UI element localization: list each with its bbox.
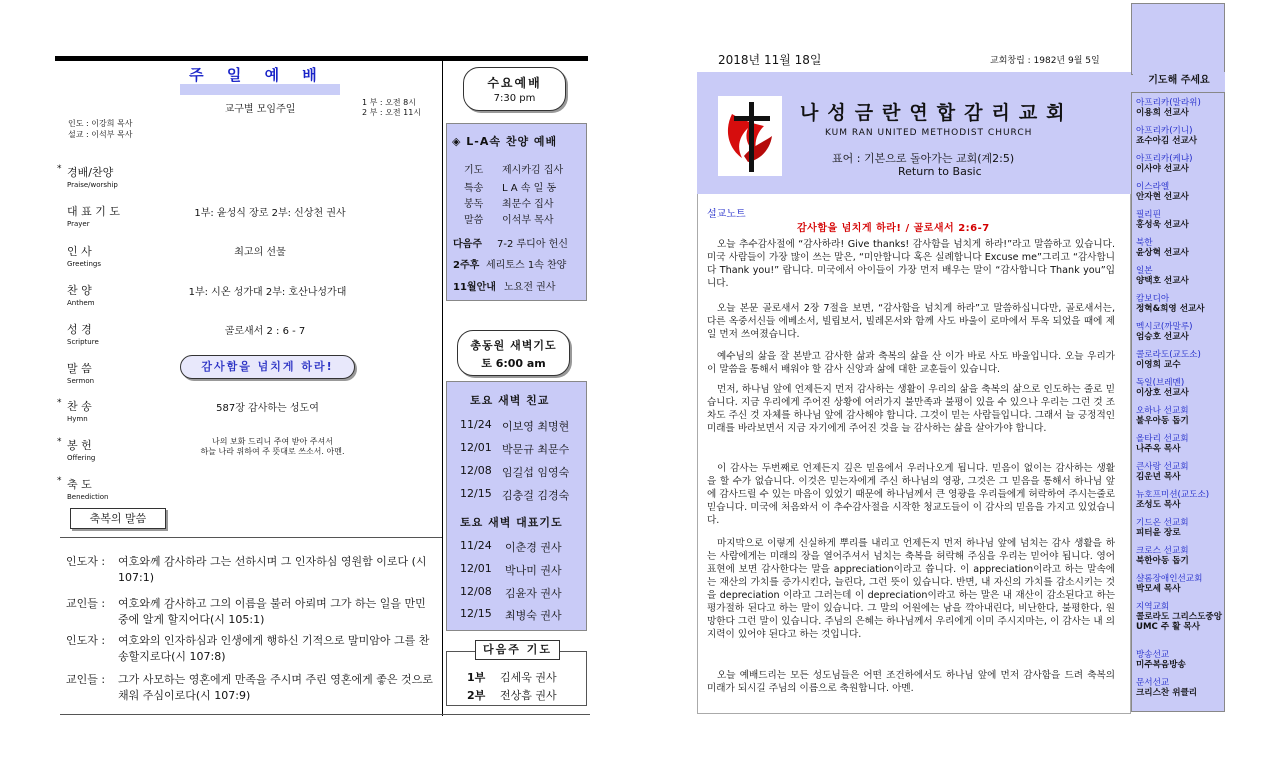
bulletin-date: 2018년 11월 18일: [718, 53, 822, 67]
dawn-time: 토 6:00 am: [481, 357, 546, 370]
order-sermon: [57, 360, 157, 385]
sat-names: 박나미 권사: [505, 564, 562, 577]
missionary: 크리스찬 위클리: [1136, 688, 1198, 698]
region: 독일(브레멘): [1136, 378, 1185, 388]
next-service: 1부: [467, 671, 486, 684]
la-title: ◈ L-A속 찬양 예배: [452, 135, 558, 148]
time-2: 2 부 : 오전 11시: [362, 108, 422, 117]
wednesday-time: 7:30 pm: [493, 93, 536, 104]
sat-names: 김충걸 김경숙: [502, 489, 570, 502]
scripture-value: 골로새서 2 : 6 - 7: [224, 326, 306, 337]
service-subtitle: 교구별 모임주일: [224, 104, 296, 115]
missionary: 나주옥 목사: [1136, 444, 1181, 454]
column-divider: [442, 61, 443, 716]
order-offering: [57, 437, 157, 462]
sat-date: 12/15: [460, 487, 492, 500]
sermon-title: 감사함을 넘치게 하라!: [180, 355, 355, 379]
prayer-item: [1136, 518, 1226, 538]
sat-date: 12/08: [460, 464, 492, 477]
sat-fellowship-title: 토요 새벽 친교: [470, 394, 550, 407]
responsive-2: [66, 596, 441, 628]
missionary: 김운년 목사: [1136, 472, 1181, 482]
region: 캄보디아: [1136, 294, 1170, 304]
sat-prayer-title: 토요 새벽 대표기도: [460, 516, 563, 529]
missionary: 이용희 선교사: [1136, 108, 1189, 118]
speaker: 교인들 :: [66, 673, 106, 686]
hymn-value: 587장 감사하는 성도여: [216, 403, 319, 414]
prayer-item: [1136, 650, 1226, 670]
prayer-item: [1136, 574, 1226, 594]
order-prayer: [57, 203, 157, 228]
region: 방송선교: [1136, 650, 1170, 660]
responsive-3: [66, 633, 441, 665]
la-key: 말씀: [464, 215, 484, 226]
order-benediction: [57, 476, 157, 501]
ministers: [68, 118, 132, 140]
prayer-item: [1136, 210, 1226, 230]
la-value: L A 속 일 동: [502, 183, 557, 194]
speaker: 인도자 :: [66, 555, 106, 568]
la-key: 11월안내: [453, 282, 496, 293]
anthem-value: 1부: 시온 성가대 2부: 호산나성가대: [188, 287, 347, 298]
order-label-en: Anthem: [67, 299, 95, 307]
greetings-value: 최고의 선물: [234, 247, 286, 258]
missionary: 피터윤 장로: [1136, 528, 1181, 538]
la-key: 기도: [464, 165, 484, 176]
dawn-title: 총동원 새벽기도: [470, 339, 557, 352]
sat-date: 12/01: [460, 441, 492, 454]
sermon-note-label: 설교노트: [707, 209, 746, 220]
prayer-item: [1136, 462, 1226, 482]
region: 멕시코(까말루): [1136, 322, 1193, 332]
region: 아프리카(케냐): [1136, 154, 1193, 164]
missionary: 정혁&희영 선교사: [1136, 304, 1205, 314]
star-mark: *: [57, 476, 62, 486]
motto-en: Return to Basic: [898, 165, 982, 178]
cross-and-flame-logo: [718, 96, 782, 176]
sat-names: 이보영 최명현: [502, 420, 570, 433]
star-mark: *: [57, 164, 62, 174]
prayer-item: [1136, 378, 1226, 398]
la-key: 2주후: [453, 260, 480, 271]
order-greetings: [57, 243, 157, 268]
region: 오하나 선교회: [1136, 406, 1189, 416]
dawn-prayer-box: [457, 330, 570, 376]
sat-names: 박문규 최문수: [502, 443, 570, 456]
sat-names: 최병숙 권사: [505, 609, 562, 622]
prayer-item: [1136, 98, 1226, 118]
church-name: 나성금란연합감리교회: [800, 102, 1074, 124]
region: 필리핀: [1136, 210, 1161, 220]
order-hymn: [57, 398, 157, 423]
leader: 인도 : 이강희 목사: [68, 119, 133, 128]
order-label: 말 씀: [67, 362, 92, 375]
time-1: 1 부 : 오전 8시: [362, 98, 416, 107]
order-label-en: Hymn: [67, 415, 88, 423]
order-praise: [57, 164, 157, 189]
la-value: 7-2 루디아 헌신: [497, 239, 568, 250]
sat-date: 11/24: [460, 539, 492, 552]
star-mark: *: [57, 398, 62, 408]
wednesday-title: 수요예배: [487, 76, 542, 90]
speaker: 인도자 :: [66, 634, 106, 647]
region: 지역교회: [1136, 602, 1170, 612]
missionary: 양택호 선교사: [1136, 276, 1189, 286]
paragraph: 이 감사는 두번째로 언제든지 깊은 믿음에서 우러나오게 됩니다. 믿음이 없이는 감사하는 생활을 할 수가 없습니다. 이것은 믿는자에게 주신 하나님의 영광, 그것은 그 믿음을 통해서 하나님 앞에 감사드릴 수 있는 마음이 있었기 때문에 하나님께서 큰 영광을 우리들에게 허락하여 주시는줄로 믿습니다. 미국에 처음와서 이 추수감사절을 시작한 청교도들이 이 감사의 믿음을 가지고 있었습니다.: [707, 463, 1115, 526]
next-name: 전상흠 권사: [500, 689, 557, 702]
preacher: 설교 : 이석부 목사: [68, 130, 133, 139]
missionary: 미주복음방송: [1136, 660, 1186, 670]
order-label: 대 표 기 도: [67, 205, 120, 218]
order-label-en: Prayer: [67, 220, 90, 228]
sat-date: 11/24: [460, 418, 492, 431]
order-label: 성 경: [67, 323, 92, 336]
la-value: 노요전 권사: [504, 282, 556, 293]
prayer-item: [1136, 434, 1226, 454]
order-label-en: Praise/worship: [67, 181, 118, 189]
region: 아프리카(기니): [1136, 126, 1193, 136]
order-label: 축 도: [67, 478, 92, 491]
speaker: 교인들 :: [66, 597, 106, 610]
la-value: 최문수 집사: [502, 199, 554, 210]
region: 이스라엘: [1136, 182, 1170, 192]
prayer-item: [1136, 266, 1226, 286]
missionary: 박모세 목사: [1136, 584, 1181, 594]
missionary: 죠수아김 선교사: [1136, 136, 1198, 146]
order-anthem: [57, 282, 157, 307]
la-value: 이석부 목사: [502, 215, 554, 226]
responsive-1: [66, 554, 441, 586]
prayer-item: [1136, 126, 1226, 146]
wednesday-service: [463, 67, 566, 111]
order-label: 찬 양: [67, 284, 92, 297]
offering-text: [165, 437, 380, 457]
order-label: 봉 헌: [67, 439, 92, 452]
missionary: 이사야 선교사: [1136, 164, 1189, 174]
region: 뉴호프미션(교도소): [1136, 490, 1210, 500]
reading: 그가 사모하는 영혼에게 만족을 주시며 주린 영혼에게 좋은 것으로 채워 주심이로다(시 107:9): [118, 673, 433, 702]
order-label-en: Benediction: [67, 493, 109, 501]
title-highlight: [180, 84, 340, 95]
la-key: 다음주: [453, 239, 482, 250]
order-label: 경배/찬양: [67, 166, 114, 179]
bottom-rule: [60, 714, 590, 715]
sat-names: 이춘경 권사: [505, 541, 562, 554]
missionary: 안자현 선교사: [1136, 192, 1189, 202]
region: 콜로라도(교도소): [1136, 350, 1201, 360]
service-title: 주 일 예 배: [189, 66, 326, 84]
offering-line-2: 하늘 나라 위하여 주 뜻대로 쓰소서. 아멘.: [200, 447, 345, 456]
prayer-item: [1136, 294, 1226, 314]
la-key: 특송: [464, 183, 484, 194]
reading: 여호와께 감사하고 그의 이름을 불러 아뢰며 그가 하는 일을 만민 중에 알게 할지어다(시 105:1): [118, 597, 426, 626]
service-times: [362, 98, 421, 118]
missionary: 북한아동 돕기: [1136, 556, 1189, 566]
la-value: 제시카김 집사: [502, 165, 564, 176]
order-label: 찬 송: [67, 400, 92, 413]
region: 기드온 선교회: [1136, 518, 1189, 528]
order-scripture: [57, 321, 157, 346]
church-name-en: KUM RAN UNITED METHODIST CHURCH: [825, 128, 1033, 138]
prayer-tab: [1131, 3, 1225, 75]
paragraph: 마지막으로 이렇게 신실하게 뿌리를 내리고 언제든지 먼저 하나님 앞에 넘치는 감사 생활을 하는 사람에게는 미래의 장을 열어주셔서 넘치는 축복을 허락해 주심을 우리는 믿어야 됩니다. 영어 표현에 보면 감사한다는 말을 appreciation이라고 씁니다. 이 appreciation이라고 하는 말속에는 재산의 가치를 증가시킨다, 늘린다, 그런 뜻이 있습니다. 반면, 내 자신의 가치를 감소시키는 것을 depreciation 이라고 그러는데 이 depreciation이라고 하는 말은 내 재산이 감소된다고 하는 평가절하 된다고 하는 말이 있습니다. 그 말의 어원에는 남을 깍아내린다, 비난한다, 불평한다, 원망한다 그런 말이 있습니다. 주님의 은혜는 하나님께서 우리에게 이미 주시지마는, 이 감사는 내 의지력이 있어야 된다고 하는 것입니다.: [707, 538, 1115, 640]
responsive-4: [66, 672, 441, 704]
region: 아프리카(말라위): [1136, 98, 1201, 108]
sat-date: 12/15: [460, 607, 492, 620]
la-value: 세리토스 1속 찬양: [486, 260, 567, 271]
prayer-item: [1136, 602, 1226, 632]
star-mark: *: [57, 437, 62, 447]
missionary: 엄승호 선교사: [1136, 332, 1189, 342]
missionary: 이영희 교수: [1136, 360, 1181, 370]
prayer-item: [1136, 490, 1226, 510]
top-rule: [55, 56, 588, 61]
prayer-item: [1136, 406, 1226, 426]
next-prayer-title: 다음주 기도: [475, 640, 560, 660]
prayer-value: 1부: 윤성식 장로 2부: 신상천 권사: [194, 208, 346, 219]
paragraph: 먼저, 하나님 앞에 언제든지 먼저 감사하는 생활이 우리의 삶을 축복의 삶으로 인도하는 줄로 믿습니다. 지금 우리에게 주어진 상황에 여러가지 불만족과 불평이 있을 수 있으나 우리는 그런 것 조차도 주신 것 자체를 하나님 앞에 감사해야 합니다. 그것이 믿는 사람들입니다. 그래서 늘 긍정적인 미래를 바라보면서 지금 자기에게 주어진 것을 늘 감사하는 삶을 살아가야 합니다.: [707, 384, 1115, 434]
region: 샬롬장애인선교회: [1136, 574, 1203, 584]
motto: 표어 : 기본으로 돌아가는 교회(계2:5): [832, 152, 1015, 165]
prayer-item: [1136, 154, 1226, 174]
order-label-en: Greetings: [67, 260, 101, 268]
prayer-item: [1136, 350, 1226, 370]
sat-date: 12/08: [460, 585, 492, 598]
section-divider: [60, 537, 442, 538]
region: 크로스 선교회: [1136, 546, 1189, 556]
prayer-item: [1136, 238, 1226, 258]
paragraph: 오늘 추수감사절에 “감사하라! Give thanks! 감사함을 넘치게 하라!”라고 말씀하고 있습니다. 미국 사람들이 가장 많이 쓰는 말은, “미안합니다 혹은 실례합니다 Excuse me”그리고 “감사합니다 Thank you!” 랍니다. 미국에서 아이들이 가장 먼저 배우는 말이 “감사합니다 Thank you”입니다.: [707, 239, 1115, 289]
order-label: 인 사: [67, 245, 92, 258]
sat-names: 임길섭 임영숙: [502, 466, 570, 479]
missionary: 조성도 목사: [1136, 500, 1181, 510]
region: 올타리 선교회: [1136, 434, 1189, 444]
prayer-item: [1136, 322, 1226, 342]
order-label-en: Scripture: [67, 338, 99, 346]
order-label-en: Offering: [67, 454, 96, 462]
region: 북한: [1136, 238, 1153, 248]
paragraph: 오늘 예배드리는 모든 성도님들은 어떤 조건하에서도 하나님 앞에 먼저 감사함을 드려 축복의 미래가 되시길 주님의 이름으로 축원합니다. 아멘.: [707, 670, 1115, 694]
paragraph: 오늘 본문 골로새서 2장 7절을 보면, “감사함을 넘치게 하라”고 말씀하십니다만, 골로새서는, 다른 옥중서신들 에베소서, 빌립보서, 빌레몬서와 함께 사도 바울이 로마에서 투옥 되었을 때에 제일 먼저 쓰여졌습니다.: [707, 303, 1115, 340]
founded-date: 교회창립 : 1982년 9월 5일: [990, 56, 1100, 66]
sat-names: 김윤자 권사: [505, 587, 562, 600]
missionary: 이상호 선교사: [1136, 388, 1189, 398]
reading: 여호와의 인자하심과 인생에게 행하신 기적으로 말미암아 그를 찬송할지로다(시 107:8): [118, 634, 430, 663]
region: 큰사랑 선교회: [1136, 462, 1189, 472]
prayer-item: [1136, 678, 1226, 698]
missionary: 윤상혁 선교사: [1136, 248, 1189, 258]
offering-line-1: 나의 보화 드리니 주여 받아 주셔서: [212, 437, 333, 446]
next-name: 김세욱 권사: [500, 671, 557, 684]
reading: 여호와께 감사하라 그는 선하시며 그 인자하심 영원함 이로다 (시 107:1): [118, 555, 427, 584]
paragraph: 예수님의 삶을 잘 본받고 감사한 삶과 축복의 삶을 산 이가 바로 사도 바울입니다. 오늘 우리가 이 말씀을 통해서 배워야 할 감사 신앙과 삶에 대한 교훈들이 있습니다.: [707, 351, 1115, 375]
missionary: 홍성욱 선교사: [1136, 220, 1189, 230]
prayer-item: [1136, 546, 1226, 566]
region: 문서선교: [1136, 678, 1170, 688]
sat-date: 12/01: [460, 562, 492, 575]
prayer-header: 기도해 주세요: [1133, 72, 1225, 92]
missionary: 불우아동 돕기: [1136, 416, 1189, 426]
blessing-label: 축복의 말씀: [70, 508, 166, 529]
missionary: 콜로라도 그리스도중앙 UMC 주 활 목사: [1136, 612, 1223, 632]
sermon-note-title: 감사함을 넘치게 하라! / 골로새서 2:6-7: [797, 223, 990, 234]
order-label-en: Sermon: [67, 377, 95, 385]
la-key: 봉독: [464, 199, 484, 210]
next-service: 2부: [467, 689, 486, 702]
region: 일본: [1136, 266, 1153, 276]
prayer-item: [1136, 182, 1226, 202]
